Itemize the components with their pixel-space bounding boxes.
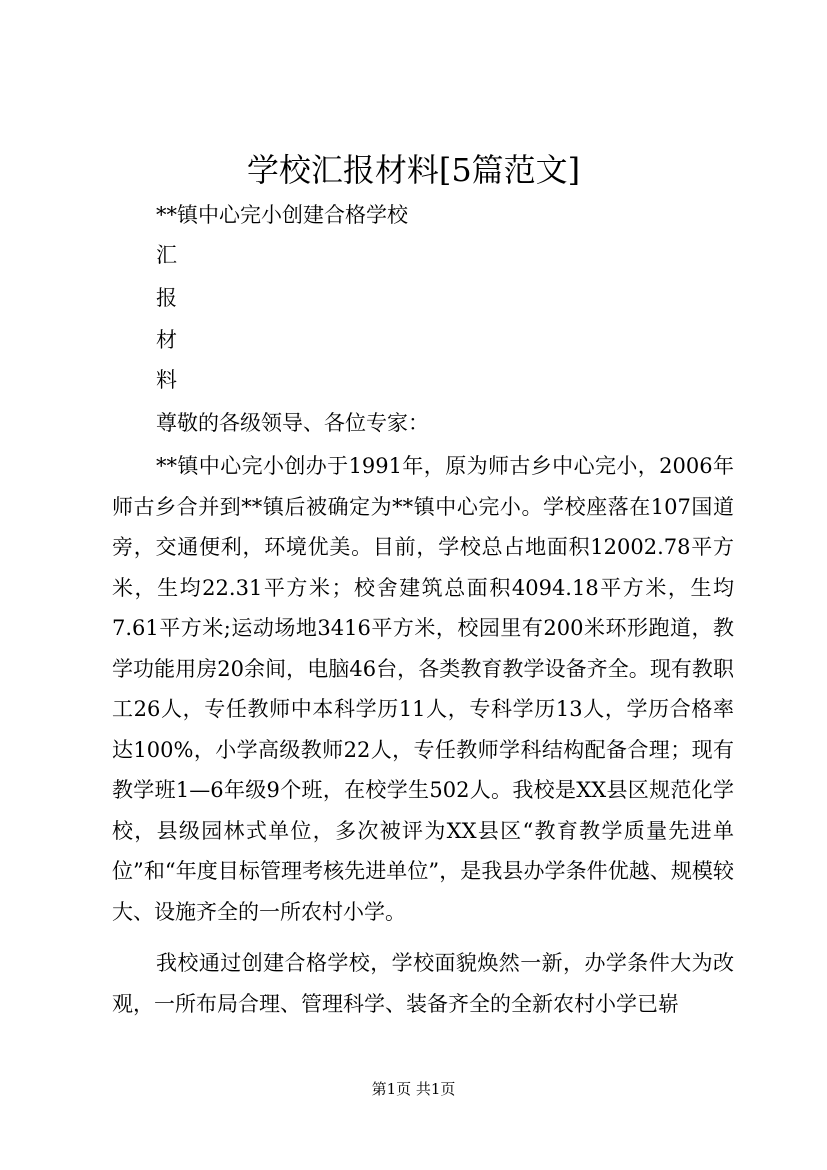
body-paragraph: **镇中心完小创办于1991年，原为师古乡中心完小，2006年师古乡合并到**镇后被确定为**镇中心完小。学校座落在107国道旁，交通便利，环境优美。目前，学校总占地面积12002.78平方米，生均22.31平方米；校舍建筑总面积4094.18平方米，生均7.61平方米;运动场地3416平方米，校园里有200米环形跑道，教学功能用房20余间，电脑46台，各类教育教学设备齐全。现有教职工26人，专任教师中本科学历11人，专科学历13人，学历合格率达100%，小学高级教师22人，专任教师学科结构配备合理；现有教学班1—6年级9个班，在校学生502人。我校是XX县区规范化学校，县级园林式单位，多次被评为XX县区“教育教学质量先进单位”和“年度目标管理考核先进单位”，是我县办学条件优越、规模较大、设施齐全的一所农村小学。 xyxy=(112,454,734,924)
subtitle: **镇中心完小创建合格学校 xyxy=(156,203,408,227)
document-title: 学校汇报材料[5篇范文] xyxy=(246,151,581,189)
body-paragraph: 我校通过创建合格学校，学校面貌焕然一新，办学条件大为改观，一所布局合理、管理科学、装备齐全的全新农村小学已崭 xyxy=(112,951,734,1016)
vertical-char: 料 xyxy=(156,368,177,392)
page-footer: 第1页 共1页 xyxy=(371,1080,456,1098)
vertical-char: 材 xyxy=(156,328,177,352)
vertical-char: 报 xyxy=(156,286,177,310)
vertical-char: 汇 xyxy=(156,243,177,267)
salutation: 尊敬的各级领导、各位专家： xyxy=(156,411,429,435)
